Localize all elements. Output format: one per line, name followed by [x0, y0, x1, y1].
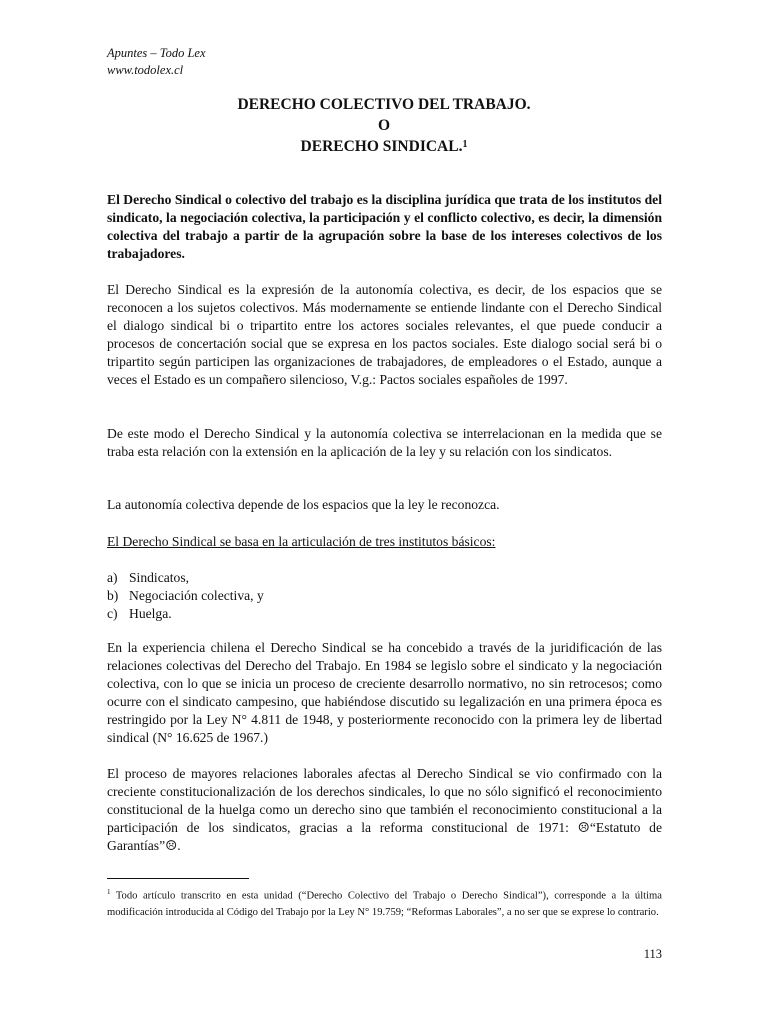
list-item	[107, 587, 662, 605]
list-marker: c)	[107, 606, 118, 621]
title-line-2: O	[377, 117, 391, 134]
list-item-text: Sindicatos,	[129, 570, 190, 585]
list-marker: b)	[107, 588, 119, 603]
page-header	[107, 45, 206, 79]
header-source: Apuntes – Todo Lex	[107, 46, 206, 60]
footnote-mark: 1	[107, 888, 111, 896]
document-title	[0, 94, 768, 157]
paragraph-autonomia-espacios: La autonomía colectiva depende de los espacios que la ley le reconozca.	[107, 497, 500, 512]
paragraph-constitucionalizacion: El proceso de mayores relaciones laborales afectas al Derecho Sindical se vio confirmado con la creciente constitucionalización de los derechos sindicales, lo que no sólo significó el reconocimiento constitucional de la huelga como un derecho sino que también el reconocimiento constitucional a la participación de los sindicatos, gracias a la reforma constitucional de 1971: ☹“Estatuto de Garantías”☹.	[107, 766, 662, 853]
intro-paragraph: El Derecho Sindical o colectivo del trabajo es la disciplina jurídica que trata de los institutos del sindicato, la negociación colectiva, la participación y el conflicto colectivo, es decir, la dimensión colectiva del trabajo a partir de la agrupación sobre la base de los intereses colectivos de los trabajadores.	[107, 192, 662, 261]
title-line-3	[0, 136, 768, 157]
title-line-1: DERECHO COLECTIVO DEL TRABAJO.	[237, 96, 531, 113]
page-number: 113	[643, 947, 662, 961]
header-website: www.todolex.cl	[107, 63, 184, 77]
list-item	[107, 605, 662, 623]
footnote-divider	[107, 878, 249, 879]
institutos-list	[107, 569, 662, 623]
paragraph-interrelacion: De este modo el Derecho Sindical y la autonomía colectiva se interrelacionan en la medida que se traba esta relación con la extensión en la aplicación de la ley y su relación con los sindicatos.	[107, 426, 662, 459]
paragraph-experiencia-chilena: En la experiencia chilena el Derecho Sindical se ha concebido a través de la juridificación de las relaciones colectivas del Derecho del Trabajo. En 1984 se legislo sobre el sindicato y la negociación colectiva, con lo que se inicia un proceso de creciente desarrollo normativo, no sin retrocesos; como ocurre con el sindicato campesino, que habiéndose discutido su legalización en una primera época es restringido por la Ley N° 4.811 de 1948, y posteriormente reconocido con la primera ley de libertad sindical (N° 16.625 de 1967.)	[107, 640, 662, 745]
title-footnote-ref: 1	[462, 139, 468, 150]
list-item-text: Negociación colectiva, y	[129, 588, 264, 603]
footnote-text: Todo artículo transcrito en esta unidad (“Derecho Colectivo del Trabajo o Derecho Sindical”), corresponde a la última modificación introducida al Código del Trabajo por la Ley N° 19.759; “Reformas Laborales”, a no ser que se exprese lo contrario.	[107, 890, 662, 918]
list-item	[107, 569, 662, 587]
paragraph-institutos-heading: El Derecho Sindical se basa en la articulación de tres institutos básicos:	[107, 534, 496, 549]
title-line-3-text: DERECHO SINDICAL.	[300, 138, 463, 155]
paragraph-autonomia: El Derecho Sindical es la expresión de la autonomía colectiva, es decir, de los espacios que se reconocen a los sujetos colectivos. Más modernamente se entiende lindante con el Derecho Sindical el dialogo sindical bi o tripartito entre los actores sociales relevantes, el que puede conducir a procesos de concertación social que se expresa en los pactos sociales. Este dialogo social será bi o tripartito según participen las organizaciones de trabajadores, de empleadores o el Estado, aunque a veces el Estado es un compañero silencioso, V.g.: Pactos sociales españoles de 1997.	[107, 282, 662, 387]
list-item-text: Huelga.	[129, 606, 172, 621]
footnote	[107, 884, 662, 921]
list-marker: a)	[107, 570, 118, 585]
